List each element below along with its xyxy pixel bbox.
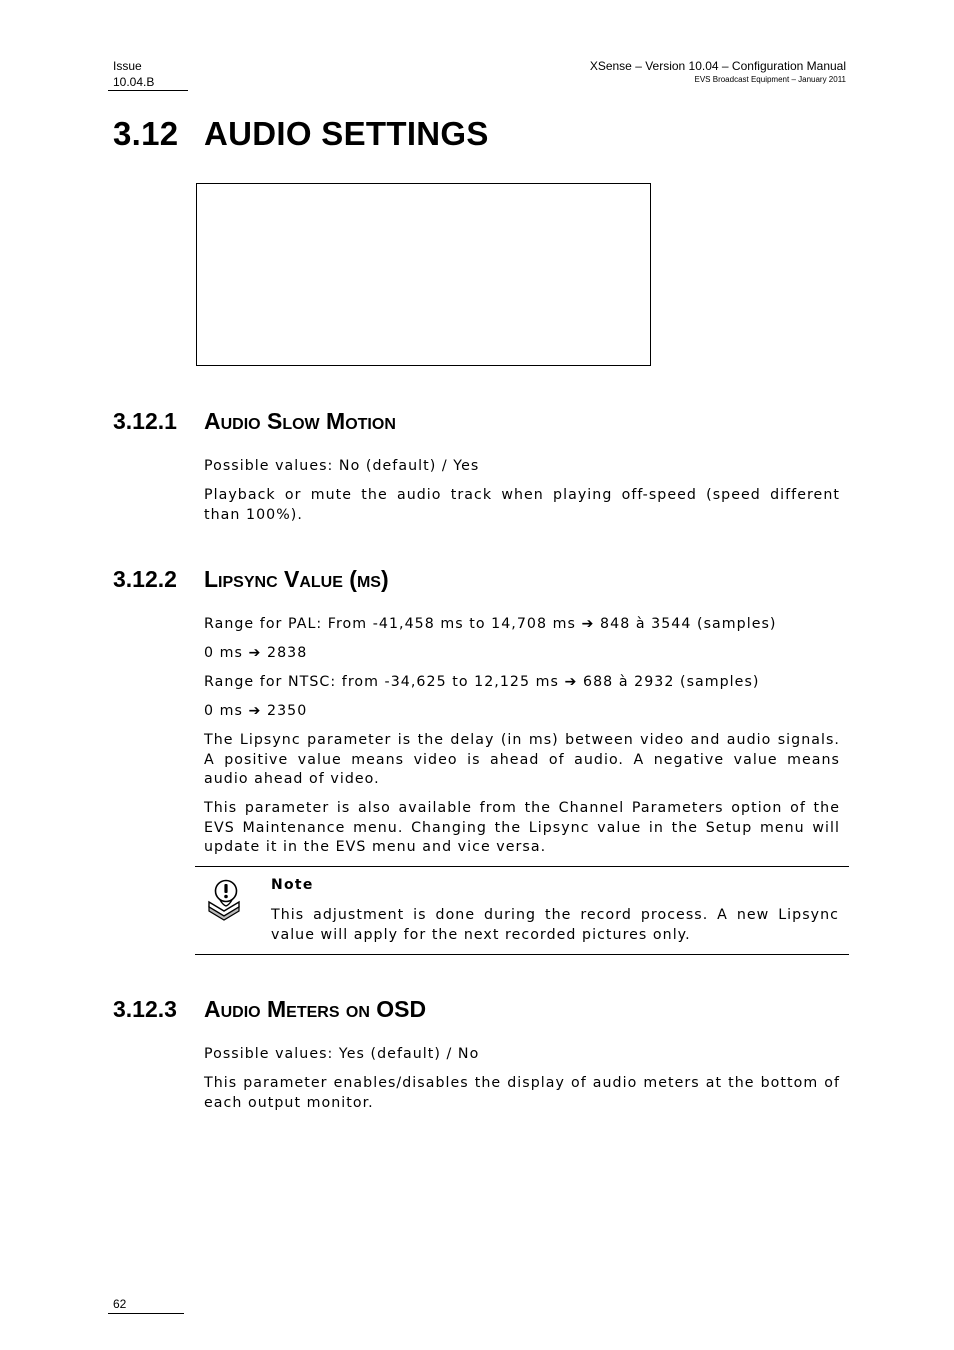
ntsc-zero-line xyxy=(204,702,840,722)
pal-samples: 848 à 3544 (samples) xyxy=(600,616,777,632)
section-number: 3.12 xyxy=(113,115,179,152)
header-issue xyxy=(113,58,154,90)
header-doc-info xyxy=(590,58,846,85)
possible-values-text: Possible values: Yes (default) / No xyxy=(204,1046,480,1062)
possible-values-text: Possible values: No (default) / Yes xyxy=(204,458,480,474)
arrow-right-icon: ➔ xyxy=(248,703,262,719)
subsection-title: Audio Meters on OSD xyxy=(204,996,427,1022)
note-bottom-rule xyxy=(195,954,849,955)
subsection-number: 3.12.3 xyxy=(113,996,177,1022)
note-text: This adjustment is done during the record process. A new Lipsync value will apply for the next recorded pictures only. xyxy=(271,907,839,943)
doc-title: XSense – Version 10.04 – Configuration Manual xyxy=(589,59,846,73)
subsection-heading-audio-slow-motion xyxy=(113,406,396,436)
doc-subtitle: EVS Broadcast Equipment – January 2011 xyxy=(694,75,846,84)
subsection-title: Lipsync Value (ms) xyxy=(204,566,389,592)
note-warning-icon xyxy=(206,878,242,924)
ntsc-range: Range for NTSC: from -34,625 to 12,125 ms xyxy=(204,674,559,690)
ntsc-zero: 0 ms xyxy=(204,703,243,719)
section-title: AUDIO SETTINGS xyxy=(204,115,489,152)
subsection-heading-audio-meters-osd xyxy=(113,994,426,1024)
pal-range-line xyxy=(204,615,840,635)
issue-label: Issue xyxy=(113,59,142,73)
arrow-right-icon: ➔ xyxy=(248,645,262,661)
pal-zero: 0 ms xyxy=(204,645,243,661)
note-top-rule xyxy=(195,866,849,867)
footer-rule xyxy=(108,1313,184,1314)
lipsync-availability: This parameter is also available from the Channel Parameters option of the EVS Maintenance menu. Changing the Lipsync value in the Setup menu will update it in the EVS menu and vice versa. xyxy=(204,800,840,855)
description-text: This parameter enables/disables the display of audio meters at the bottom of each output monitor. xyxy=(204,1075,840,1111)
section-heading xyxy=(113,112,489,156)
ntsc-zero-value: 2350 xyxy=(267,703,308,719)
arrow-right-icon: ➔ xyxy=(581,616,595,632)
arrow-right-icon: ➔ xyxy=(564,674,578,690)
subsection-number: 3.12.2 xyxy=(113,566,177,592)
subsection-number: 3.12.1 xyxy=(113,408,177,434)
ntsc-samples: 688 à 2932 (samples) xyxy=(583,674,760,690)
note-title: Note xyxy=(271,877,314,893)
issue-number: 10.04.B xyxy=(113,75,155,89)
pal-zero-line xyxy=(204,644,840,664)
subsection-heading-lipsync-value xyxy=(113,564,389,594)
pal-zero-value: 2838 xyxy=(267,645,308,661)
pal-range: Range for PAL: From -41,458 ms to 14,708 ms xyxy=(204,616,576,632)
screenshot-frame xyxy=(196,183,651,366)
description-text: Playback or mute the audio track when playing off-speed (speed different than 100%). xyxy=(204,487,840,523)
page-number: 62 xyxy=(113,1297,127,1311)
subsection-title: Audio Slow Motion xyxy=(204,408,396,434)
header-left-rule xyxy=(108,90,188,91)
ntsc-range-line xyxy=(204,673,840,693)
lipsync-description: The Lipsync parameter is the delay (in ms) between video and audio signals. A positive value means video is ahead of audio. A negative value means audio ahead of video. xyxy=(204,732,840,787)
